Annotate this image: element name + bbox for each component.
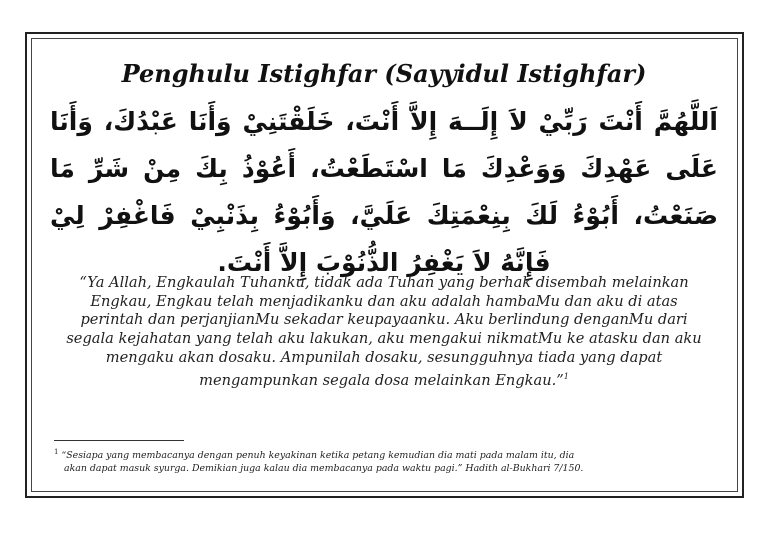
footnote-line-2: akan dapat masuk syurga. Demikian juga kalau dia membacanya pada waktu pagi.” Hadith al-Bukhari 7/150. bbox=[64, 463, 584, 475]
page-title bbox=[40, 58, 728, 90]
arabic-prayer-text: اَللَّهُمَّ أَنْتَ رَبِّيْ لاَ إِلَــهَ إِلاَّ أَنْتَ، خَلَقْتَنِيْ وَأَنَا عَبْدُكَ، وَأَنَا عَلَى عَهْدِكَ وَوَعْدِكَ مَا اسْتَطَعْتُ، أَعُوْذُ بِكَ مِنْ شَرِّ مَا صَنَعْتُ، أَبُوْءُ لَكَ بِنِعْمَتِكَ عَلَيَّ، وَأَبُوْءُ بِذَنْبِيْ فَاغْفِرْ لِيْ فَإِنَّهُ لاَ يَغْفِرُ الذُّنُوْبَ إِلاَّ أَنْتَ. bbox=[50, 107, 718, 277]
footnote-divider bbox=[54, 440, 184, 441]
malay-translation bbox=[62, 274, 706, 390]
footnote-line-1 bbox=[54, 446, 714, 462]
footnote-line-1-text: “Sesiapa yang membacanya dengan penuh keyakinan ketika petang kemudian dia mati pada malam itu, dia bbox=[61, 450, 575, 462]
translation-text: “Ya Allah, Engkaulah Tuhanku, tidak ada Tuhan yang berhak disembah melainkan Engkau, Engkau telah menjadikanku dan aku adalah hambaMu dan aku di atas perintah dan perjanjianMu sekadar keupayaanku. Aku berlindung denganMu dari segala kejahatan yang telah aku lakukan, aku mengakui nikmatMu ke atasku dan aku mengaku akan dosaku. Ampunilah dosaku, sesungguhnya tiada yang dapat mengampunkan segala dosa melainkan Engkau.” bbox=[66, 274, 702, 389]
footnote-marker: 1 bbox=[54, 448, 59, 456]
title-text: Penghulu Istighfar (Sayyidul Istighfar) bbox=[121, 59, 647, 88]
footnote-reference: 1 bbox=[563, 371, 569, 381]
footnote bbox=[54, 446, 714, 475]
